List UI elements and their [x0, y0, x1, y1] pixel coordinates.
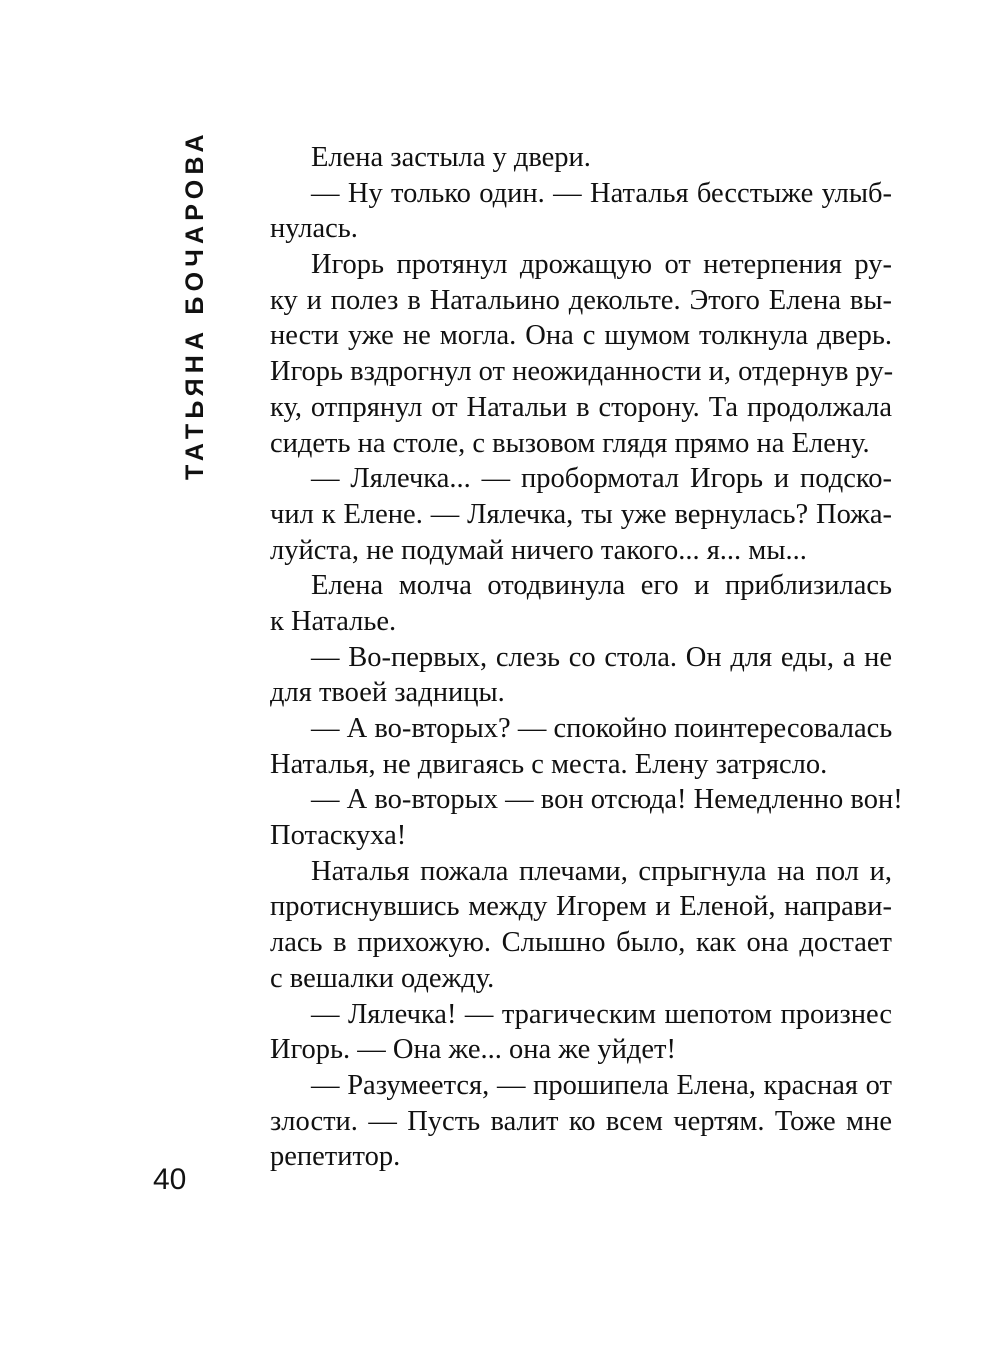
- text-line: протиснувшись между Игорем и Еленой, направи-: [270, 891, 892, 923]
- text-line: — А во-вторых? — спокойно поинтересовалась: [311, 713, 893, 744]
- text-line: чил к Елене. — Лялечка, ты уже вернулась? Пожа-: [270, 498, 892, 530]
- text-line: — Лялечка... — пробормотал Игорь и подско-: [311, 463, 892, 495]
- text-line: — А во-вторых — вон отсюда! Немедленно вон!: [311, 784, 903, 816]
- page-number: 40: [153, 1163, 187, 1196]
- text-line: для твоей задницы.: [270, 677, 505, 709]
- text-line: нулась.: [270, 213, 358, 245]
- text-line: лась в прихожую. Слышно было, как она достает: [270, 927, 892, 959]
- text-line: Наталья, не двигаясь с места. Елену затрясло.: [270, 748, 828, 780]
- text-line: с вешалки одежду.: [270, 962, 495, 994]
- text-line: Потаскуха!: [270, 820, 407, 852]
- text-line: Игорь вздрогнул от неожиданности и, отдернув ру-: [270, 356, 894, 388]
- text-line: — Во-первых, слезь со стола. Он для еды, а не: [311, 641, 892, 673]
- text-line: — Ну только один. — Наталья бесстыже улыб-: [311, 177, 892, 209]
- text-line: ку и полез в Натальино декольте. Этого Елена вы-: [270, 284, 892, 316]
- text-line: Игорь протянул дрожащую от нетерпения ру-: [311, 249, 892, 281]
- text-line: Елена застыла у двери.: [311, 142, 591, 173]
- text-line: репетитор.: [270, 1141, 401, 1173]
- text-line: Елена молча отодвинула его и приблизилась: [311, 570, 892, 602]
- text-line: Игорь. — Она же... она же уйдет!: [270, 1034, 676, 1066]
- body-text: [270, 140, 903, 1175]
- text-line: — Лялечка! — трагическим шепотом произнес: [311, 998, 892, 1030]
- text-line: Наталья пожала плечами, спрыгнула на пол и,: [311, 855, 892, 887]
- text-line: луйста, не подумай ничего такого... я... мы...: [270, 534, 807, 566]
- text-line: ку, отпрянул от Натальи в сторону. Та продолжала: [270, 391, 892, 423]
- text-line: к Наталье.: [270, 605, 397, 637]
- text-line: — Разумеется, — прошипела Елена, красная от: [311, 1069, 892, 1101]
- running-head: ТАТЬЯНА БОЧАРОВА: [181, 129, 209, 480]
- text-line: злости. — Пусть валит ко всем чертям. Тоже мне: [270, 1105, 892, 1137]
- text-line: сидеть на столе, с вызовом глядя прямо на Елену.: [270, 427, 870, 459]
- text-line: нести уже не могла. Она с шумом толкнула дверь.: [270, 320, 892, 352]
